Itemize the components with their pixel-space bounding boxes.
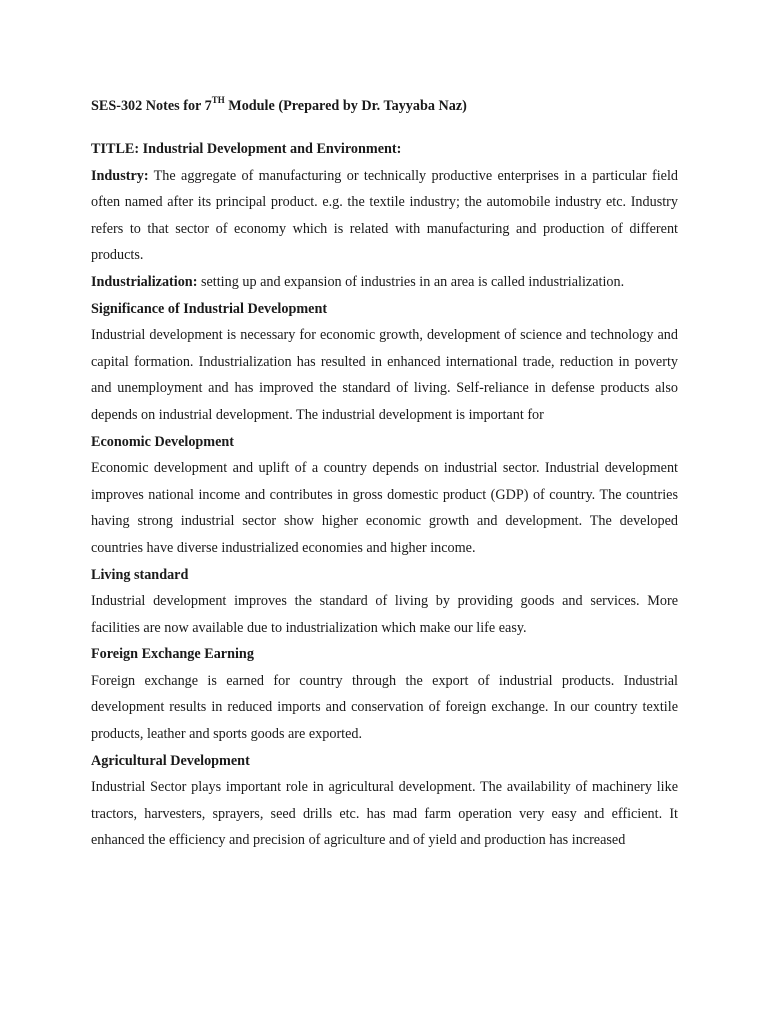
industrialization-definition [91, 269, 678, 296]
header-prefix: SES-302 Notes for 7 [91, 98, 212, 114]
industrialization-term: Industrialization: [91, 273, 198, 290]
header-suffix: Module (Prepared by Dr. Tayyaba Naz) [224, 98, 467, 114]
section-text-living-standard: Industrial development improves the standard of living by providing goods and services. More facilities are now available due to industrialization which make our life easy. [91, 593, 678, 636]
document-page [91, 93, 678, 854]
section-text-foreign-exchange: Foreign exchange is earned for country through the export of industrial products. Industrial development results in reduced imports and conservation of foreign exchange. In our country textile products, leather and sports goods are exported. [91, 672, 678, 743]
section-heading-significance: Significance of Industrial Development [91, 300, 328, 317]
section-heading-agricultural-development: Agricultural Development [91, 752, 250, 769]
document-title: TITLE: Industrial Development and Environment: [91, 141, 402, 157]
industry-text: The aggregate of manufacturing or technically productive enterprises in a particular field often named after its principal product. e.g. the textile industry; the automobile industry etc. Industry refers to that sector of economy which is related with manufacturing and production of different products. [91, 167, 678, 264]
section-text-agricultural-development: Industrial Sector plays important role in agricultural development. The availability of machinery like tractors, harvesters, sprayers, seed drills etc. has mad farm operation very easy and efficient. It enhanced the efficiency and precision of agriculture and of yield and production has increased [91, 779, 678, 849]
industry-definition [91, 163, 678, 269]
section-text-economic-development: Economic development and uplift of a country depends on industrial sector. Industrial development improves national income and contributes in gross domestic product (GDP) of country. The countries having strong industrial sector show higher economic growth and development. The developed countries have diverse industrialized economies and higher income. [91, 460, 678, 556]
section-text-significance: Industrial development is necessary for economic growth, development of science and technology and capital formation. Industrialization has resulted in enhanced international trade, reduction in poverty and unemployment and has improved the standard of living. Self-reliance in defense products also depends on industrial development. The industrial development is important for [91, 327, 678, 423]
industrialization-text: setting up and expansion of industries in an area is called industrialization. [197, 273, 625, 290]
header-superscript: TH [211, 95, 225, 106]
section-heading-economic-development: Economic Development [91, 433, 235, 450]
document-header [91, 93, 678, 119]
section-heading-living-standard: Living standard [91, 566, 189, 583]
section-heading-foreign-exchange: Foreign Exchange Earning [91, 646, 254, 663]
industry-term: Industry: [91, 167, 149, 184]
